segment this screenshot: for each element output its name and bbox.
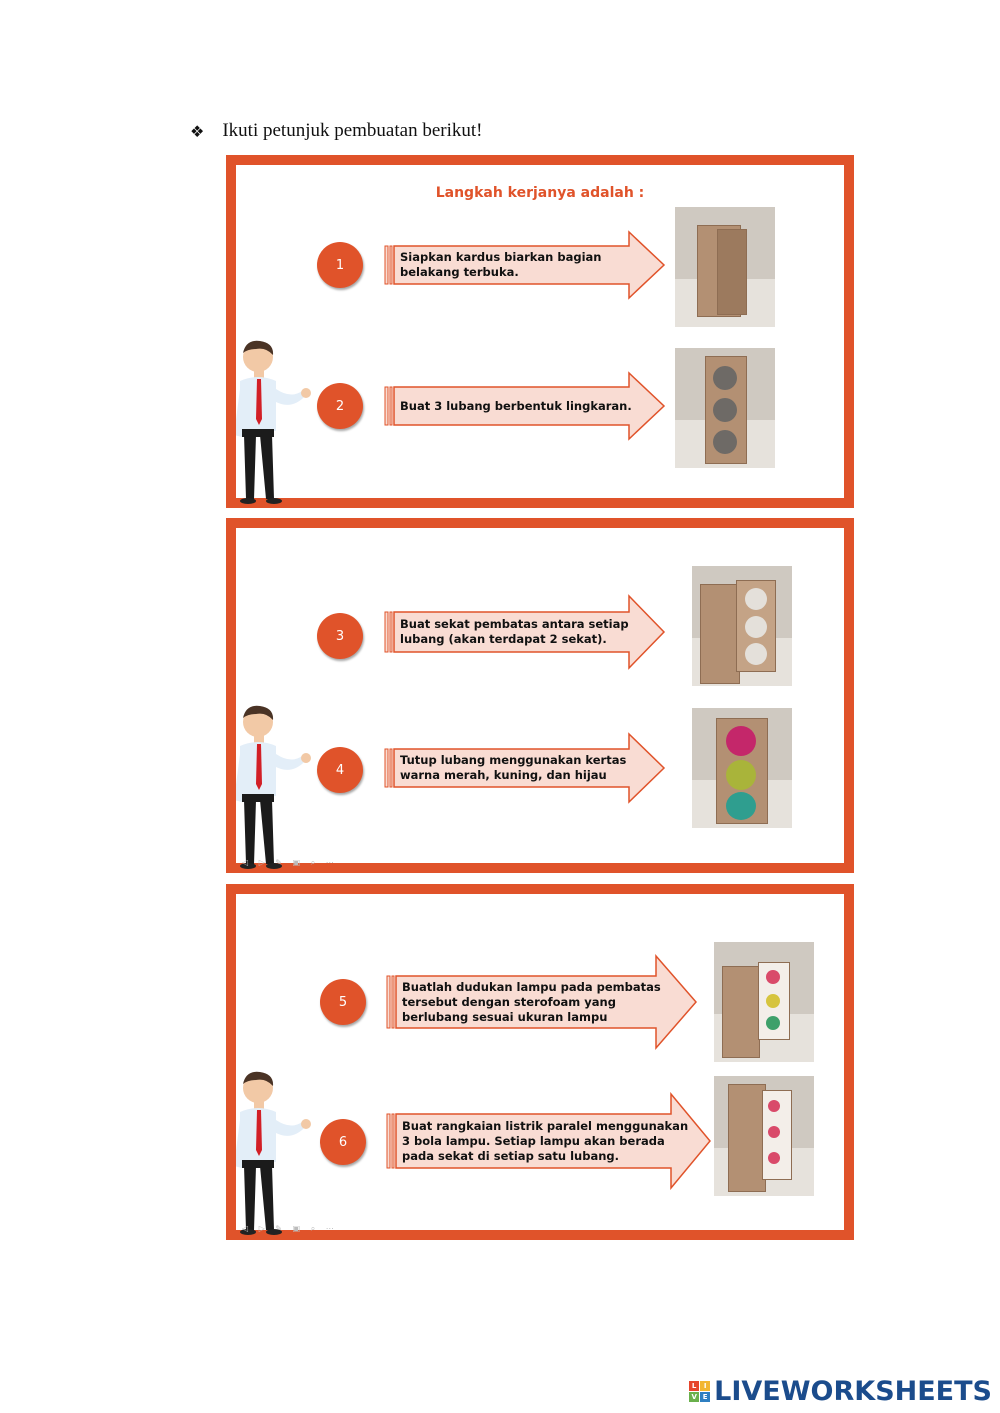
- step-number-5: 5: [320, 979, 366, 1025]
- step-photo-2: [675, 348, 775, 468]
- slide-controls: ◁ ▷ ✎ ▣ ⌕ ⋯: [242, 858, 338, 867]
- intro-line: [190, 120, 482, 142]
- brand-name: LIVEWORKSHEETS: [714, 1376, 992, 1407]
- presenter-illustration: [236, 704, 316, 879]
- step-photo-1: [675, 207, 775, 327]
- step-text-3: Buat sekat pembatas antara setiap lubang (akan terdapat 2 sekat).: [400, 617, 629, 646]
- logo-icon: L I V E: [689, 1381, 710, 1402]
- step-arrow-4: [384, 732, 666, 804]
- intro-text: Ikuti petunjuk pembuatan berikut!: [222, 120, 483, 141]
- step-photo-5: [714, 942, 814, 1062]
- step-photo-3: [692, 566, 792, 686]
- step-photo-4: [692, 708, 792, 828]
- step-arrow-2: [384, 371, 666, 441]
- step-photo-6: [714, 1076, 814, 1196]
- step-number-2: 2: [317, 383, 363, 429]
- instruction-panel-3: [226, 884, 854, 1240]
- liveworksheets-logo[interactable]: [689, 1376, 992, 1407]
- instruction-panel-2: [226, 518, 854, 873]
- step-text-6: Buat rangkaian listrik paralel menggunakan 3 bola lampu. Setiap lampu akan berada pada sekat di setiap satu lubang.: [402, 1118, 689, 1163]
- step-text-1: Siapkan kardus biarkan bagian belakang terbuka.: [400, 250, 602, 279]
- presenter-figure: [236, 1070, 316, 1240]
- instruction-panel-1: [226, 155, 854, 508]
- step-arrow-5: [386, 954, 698, 1050]
- step-number-1: 1: [317, 242, 363, 288]
- step-number-4: 4: [317, 747, 363, 793]
- step-arrow-1: [384, 230, 666, 300]
- step-arrow-3: [384, 594, 666, 670]
- presenter-figure: [236, 339, 316, 509]
- bullet-icon: ❖: [190, 121, 205, 141]
- step-text-4: Tutup lubang menggunakan kertas warna merah, kuning, dan hijau: [400, 753, 627, 782]
- presenter-illustration: [236, 1070, 316, 1245]
- panel-title: Langkah kerjanya adalah :: [435, 185, 645, 201]
- slide-controls: ◁ ▷ ✎ ▣ ⌕ ⋯: [242, 1224, 338, 1233]
- presenter-illustration: [236, 339, 316, 514]
- step-number-6: 6: [320, 1119, 366, 1165]
- step-text-5: Buatlah dudukan lampu pada pembatas tersebut dengan sterofoam yang berlubang sesuai ukuran lampu: [402, 979, 661, 1024]
- step-number-3: 3: [317, 613, 363, 659]
- presenter-figure: [236, 704, 316, 874]
- step-arrow-6: [386, 1092, 712, 1190]
- step-text-2: Buat 3 lubang berbentuk lingkaran.: [400, 398, 632, 413]
